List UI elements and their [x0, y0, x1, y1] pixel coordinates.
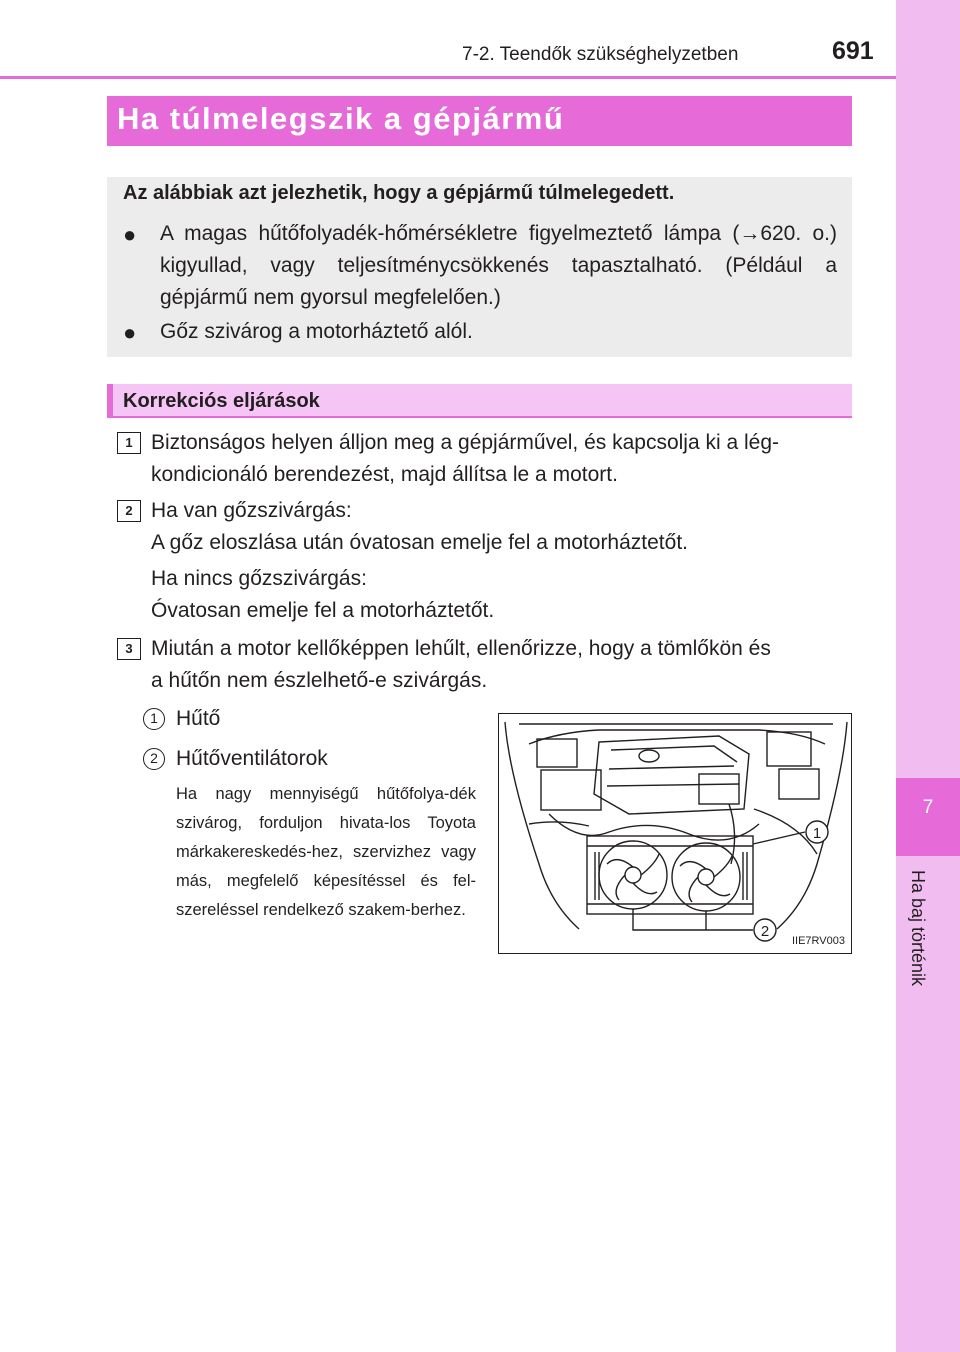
step-2-line-4: Óvatosan emelje fel a motorháztetőt.: [151, 599, 495, 622]
step-2-line-1: Ha van gőzszivárgás:: [151, 499, 352, 522]
info-heading: Az alábbiak azt jelezhetik, hogy a gépjármű túlmelegedett.: [123, 182, 675, 204]
step-number: 2: [117, 500, 141, 522]
callout-2-label: 2: [760, 923, 770, 940]
step-3-line-2: a hűtőn nem észlelhető-e szivárgás.: [151, 669, 488, 692]
engine-figure: [498, 713, 852, 954]
figure-code: IIE7RV003: [791, 935, 845, 947]
subheading: Korrekciós eljárások: [123, 390, 320, 412]
chapter-title: Ha baj történik: [908, 870, 928, 987]
chapter-number: 7: [922, 797, 934, 818]
bullet-icon: ●: [123, 222, 137, 247]
item-label-fans: Hűtőventilátorok: [176, 747, 328, 770]
step-2-line-2: A gőz eloszlása után óvatosan emelje fel a motorháztetőt.: [151, 531, 688, 554]
side-tab-strip: [896, 0, 960, 1352]
header-rule: [0, 76, 896, 79]
callout-1-label: 1: [812, 825, 822, 842]
info-bullet-2: Gőz szivárog a motorháztető alól.: [160, 320, 473, 343]
step-1-line-1: Biztonságos helyen álljon meg a gépjárművel, és kapcsolja ki a lég-: [151, 431, 780, 454]
subheading-rule: [107, 416, 852, 418]
section-title: 7-2. Teendők szükséghelyzetben: [462, 44, 739, 65]
info-bullet-1: A magas hűtőfolyadék-hőmérsékletre figyelmeztető lámpa (→620. o.) kigyullad, vagy teljesítménycsökkenés tapasztalható. (Például a gépjármű nem gyorsul megfelelően.): [160, 222, 837, 309]
step-3-line-1: Miután a motor kellőképpen lehűlt, ellenőrizze, hogy a tömlőkön és: [151, 637, 771, 660]
page-title: Ha túlmelegszik a gépjármű: [117, 101, 565, 136]
note-text: Ha nagy mennyiségű hűtőfolya-dék szivárog, forduljon hivata-los Toyota márkakereskedés-hez, szervizhez vagy más, megfelelő képesítéssel és fel-szereléssel rendelkező szakem-berhez.: [176, 785, 476, 919]
step-number: 3: [117, 638, 141, 660]
item-number: 1: [143, 708, 165, 730]
bullet-icon: ●: [123, 320, 137, 345]
item-label-radiator: Hűtő: [176, 707, 221, 730]
step-1-line-2: kondicionáló berendezést, majd állítsa le a motort.: [151, 463, 618, 486]
item-number: 2: [143, 748, 165, 770]
engine-illustration: [499, 714, 852, 954]
step-2-line-3: Ha nincs gőzszivárgás:: [151, 567, 367, 590]
page-number: 691: [832, 37, 874, 65]
step-number: 1: [117, 432, 141, 454]
